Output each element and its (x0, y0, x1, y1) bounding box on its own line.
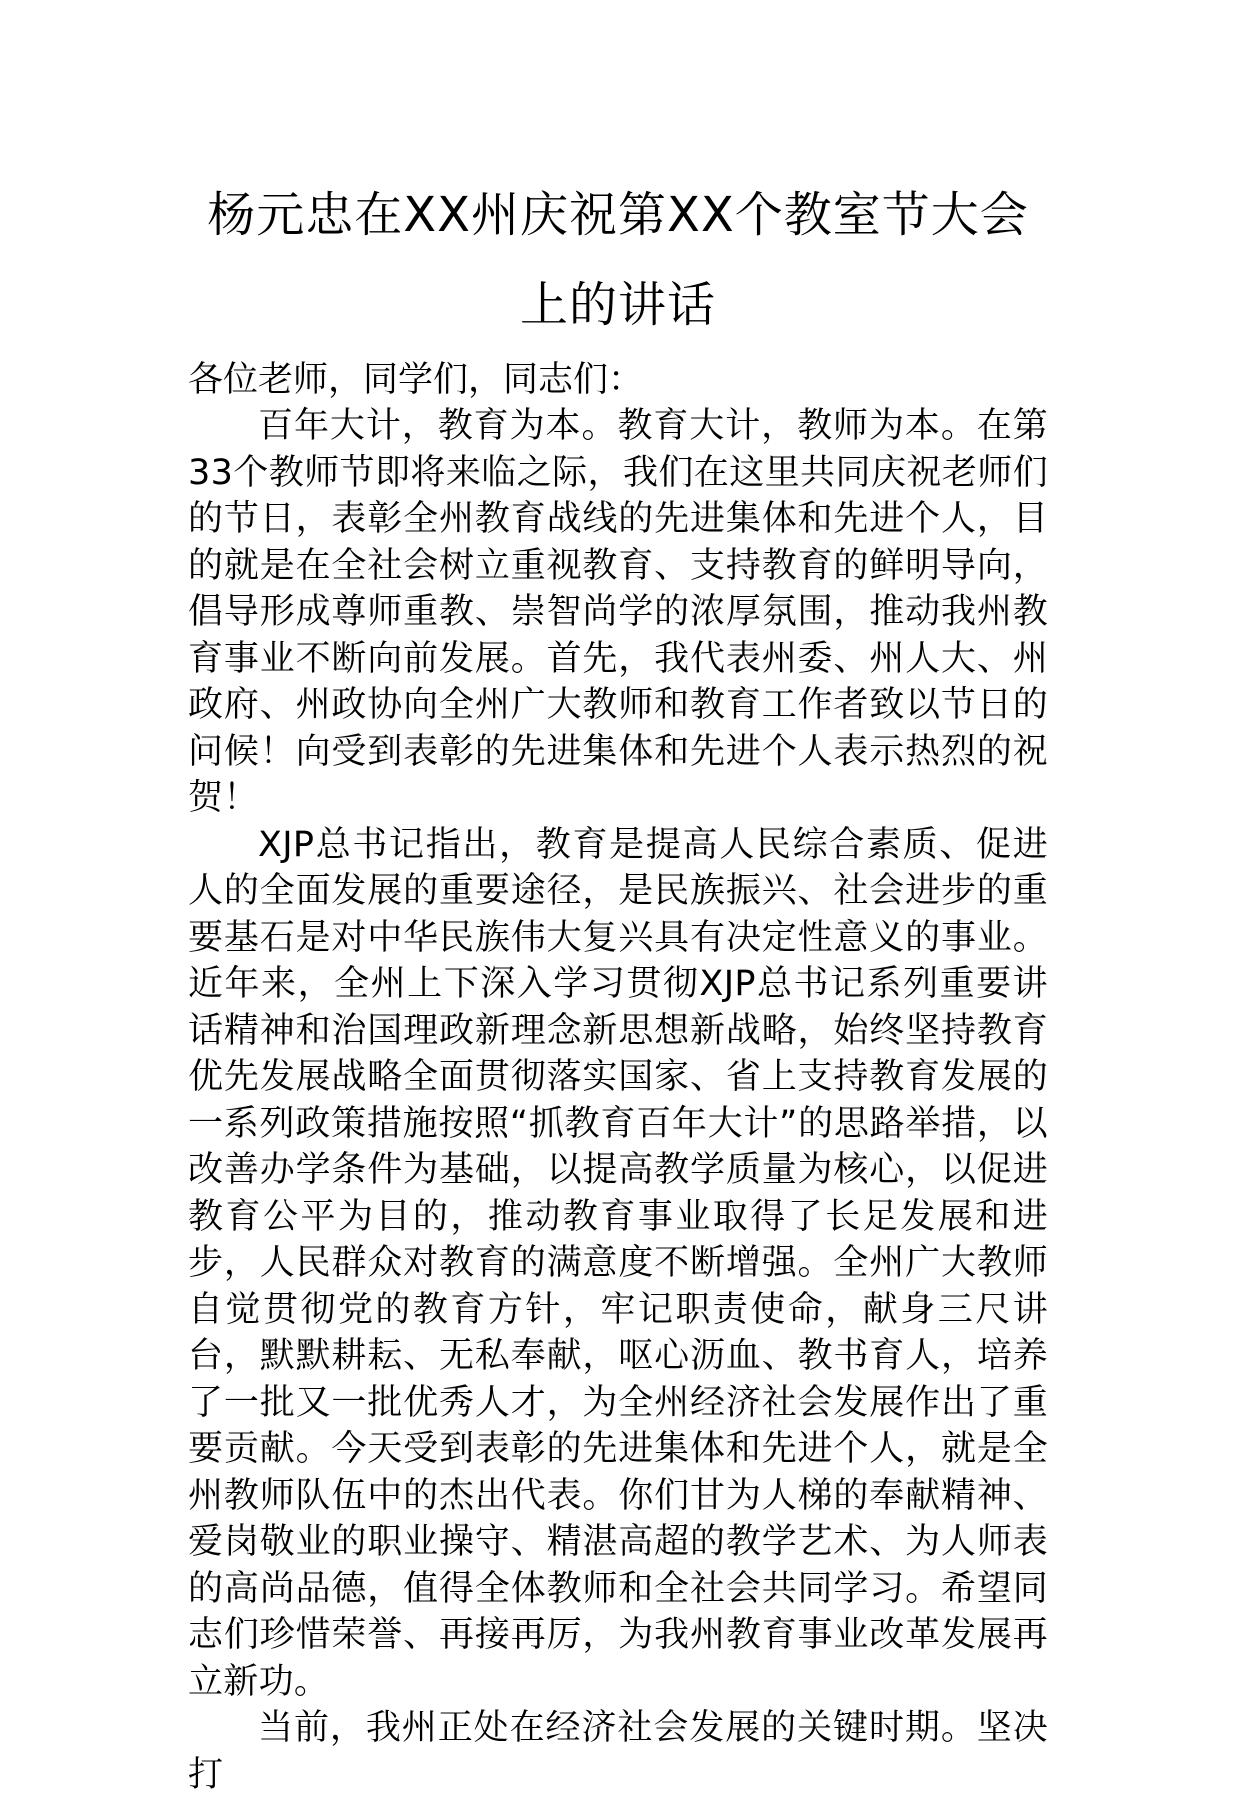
paragraph-2: XJP总书记指出，教育是提高人民综合素质、促进人的全面发展的重要途径，是民族振兴、社会进步的重要基石是对中华民族伟大复兴具有决定性意义的事业。近年来，全州上下深入学习贯彻XJP总书记系列重要讲话精神和治国理政新理念新思想新战略，始终坚持教育优先发展战略全面贯彻落实国家、省上支持教育发展的一系列政策措施按照“抓教育百年大计”的思路举措，以改善办学条件为基础，以提高教学质量为核心，以促进教育公平为目的，推动教育事业取得了长足发展和进步，人民群众对教育的满意度不断增强。全州广大教师自觉贯彻党的教育方针，牢记职责使命，献身三尺讲台，默默耕耘、无私奉献，呕心沥血、教书育人，培养了一批又一批优秀人才，为全州经济社会发展作出了重要贡献。今天受到表彰的先进集体和先进个人，就是全州教师队伍中的杰出代表。你们甘为人梯的奉献精神、爱岗敬业的职业操守、精湛高超的教学艺术、为人师表的高尚品德，值得全体教师和全社会共同学习。希望同志们珍惜荣誉、再接再厉，为我州教育事业改革发展再立新功。 (188, 824, 1048, 1702)
document-body (188, 170, 1048, 1798)
salutation: 各位老师，同学们，同志们： (188, 360, 644, 400)
document-title: 杨元忠在XX州庆祝第XX个教室节大会上的讲话 (207, 187, 1029, 333)
paragraph-1: 百年大计，教育为本。教育大计，教师为本。在第33个教师节即将来临之际，我们在这里共同庆祝老师们的节日，表彰全州教育战线的先进集体和先进个人，目的就是在全社会树立重视教育、支持教育的鲜明导向，倡导形成尊师重教、崇智尚学的浓厚氛围，推动我州教育事业不断向前发展。首先，我代表州委、州人大、州政府、州政协向全州广大教师和教育工作者致以节日的问候！向受到表彰的先进集体和先进个人表示热烈的祝贺！ (188, 406, 1048, 818)
paragraph-3: 当前，我州正处在经济社会发展的关键时期。坚决打 (188, 1708, 1048, 1795)
